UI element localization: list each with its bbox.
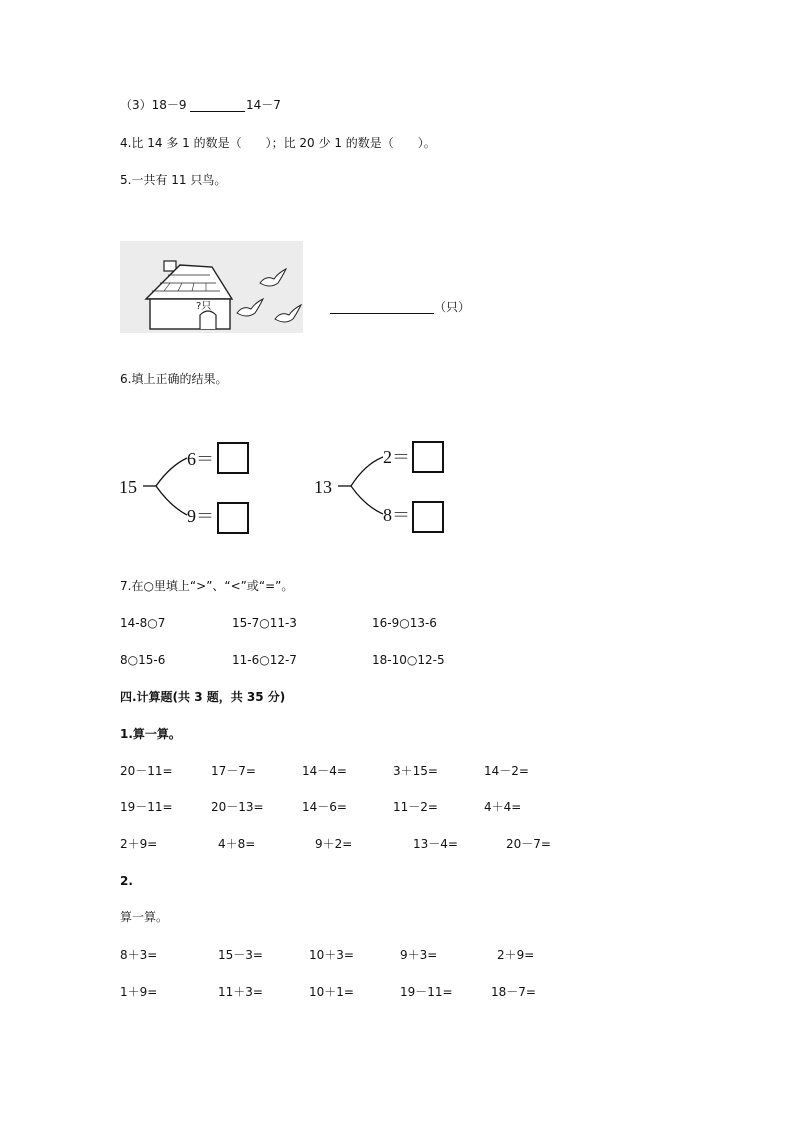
q5-unit: （只）	[434, 300, 471, 314]
calc1-item[interactable]: 9＋2=	[315, 837, 353, 851]
q5-answer-blank[interactable]	[330, 313, 434, 314]
tree2-bottom-answer-box[interactable]	[412, 501, 444, 533]
calc2-item[interactable]: 10＋1=	[309, 985, 354, 999]
q7-item[interactable]: 15-7○11-3	[232, 616, 297, 630]
q7-item[interactable]: 14-8○7	[120, 616, 166, 630]
calc2-item[interactable]: 11＋3=	[218, 985, 263, 999]
q3-left: （3）18－9	[120, 98, 187, 112]
q7-item[interactable]: 8○15-6	[120, 653, 166, 667]
calc2-item[interactable]: 19－11=	[400, 985, 453, 999]
q7-title: 7.在○里填上“>”、“<”或“=”。	[120, 579, 294, 593]
q3-answer-blank[interactable]	[190, 111, 245, 112]
calc1-item[interactable]: 13－4=	[413, 837, 458, 851]
q3-right: 14－7	[246, 98, 281, 112]
tree2-bottom-label: 8＝	[383, 505, 410, 525]
q4-text: 4.比 14 多 1 的数是（ ）；比 20 少 1 的数是（ ）。	[120, 136, 436, 150]
house-birds-illustration	[120, 241, 303, 333]
calc2-item[interactable]: 8＋3=	[120, 948, 158, 962]
house-birds-picture	[120, 241, 303, 333]
calc2-item[interactable]: 9＋3=	[400, 948, 438, 962]
q6-title: 6.填上正确的结果。	[120, 372, 228, 386]
calc1-item[interactable]: 19－11=	[120, 800, 173, 814]
q5-pic-mark: ?只	[196, 301, 212, 312]
calc2-item[interactable]: 10＋3=	[309, 948, 354, 962]
tree1-bottom-label: 9＝	[187, 506, 214, 526]
calc1-item[interactable]: 14－4=	[302, 764, 347, 778]
calc1-item[interactable]: 14－6=	[302, 800, 347, 814]
tree2-top-answer-box[interactable]	[412, 441, 444, 473]
tree1-root: 15	[119, 477, 137, 497]
calc2-item[interactable]: 18－7=	[491, 985, 536, 999]
calc1-item[interactable]: 20－11=	[120, 764, 173, 778]
calc1-item[interactable]: 4＋8=	[218, 837, 256, 851]
q7-item[interactable]: 11-6○12-7	[232, 653, 297, 667]
q7-item[interactable]: 18-10○12-5	[372, 653, 445, 667]
calc1-item[interactable]: 3＋15=	[393, 764, 438, 778]
calc1-item[interactable]: 20－13=	[211, 800, 264, 814]
q5-title: 5.一共有 11 只鸟。	[120, 173, 227, 187]
tree2-root: 13	[314, 477, 332, 497]
calc1-title: 1.算一算。	[120, 727, 181, 741]
tree2-top-label: 2＝	[383, 447, 410, 467]
tree1-bottom-answer-box[interactable]	[217, 502, 249, 534]
section4-heading: 四.计算题(共 3 题，共 35 分)	[120, 690, 286, 704]
calc2-item[interactable]: 1＋9=	[120, 985, 158, 999]
calc2-number: 2.	[120, 874, 133, 888]
calc1-item[interactable]: 2＋9=	[120, 837, 158, 851]
tree1-top-answer-box[interactable]	[217, 442, 249, 474]
calc1-item[interactable]: 17－7=	[211, 764, 256, 778]
calc2-item[interactable]: 15－3=	[218, 948, 263, 962]
tree1-top-label: 6＝	[187, 449, 214, 469]
calc1-item[interactable]: 20－7=	[506, 837, 551, 851]
calc1-item[interactable]: 14－2=	[484, 764, 529, 778]
calc1-item[interactable]: 11－2=	[393, 800, 438, 814]
calc2-title: 算一算。	[120, 910, 169, 924]
calc2-item[interactable]: 2＋9=	[497, 948, 535, 962]
q7-item[interactable]: 16-9○13-6	[372, 616, 437, 630]
calc1-item[interactable]: 4＋4=	[484, 800, 522, 814]
